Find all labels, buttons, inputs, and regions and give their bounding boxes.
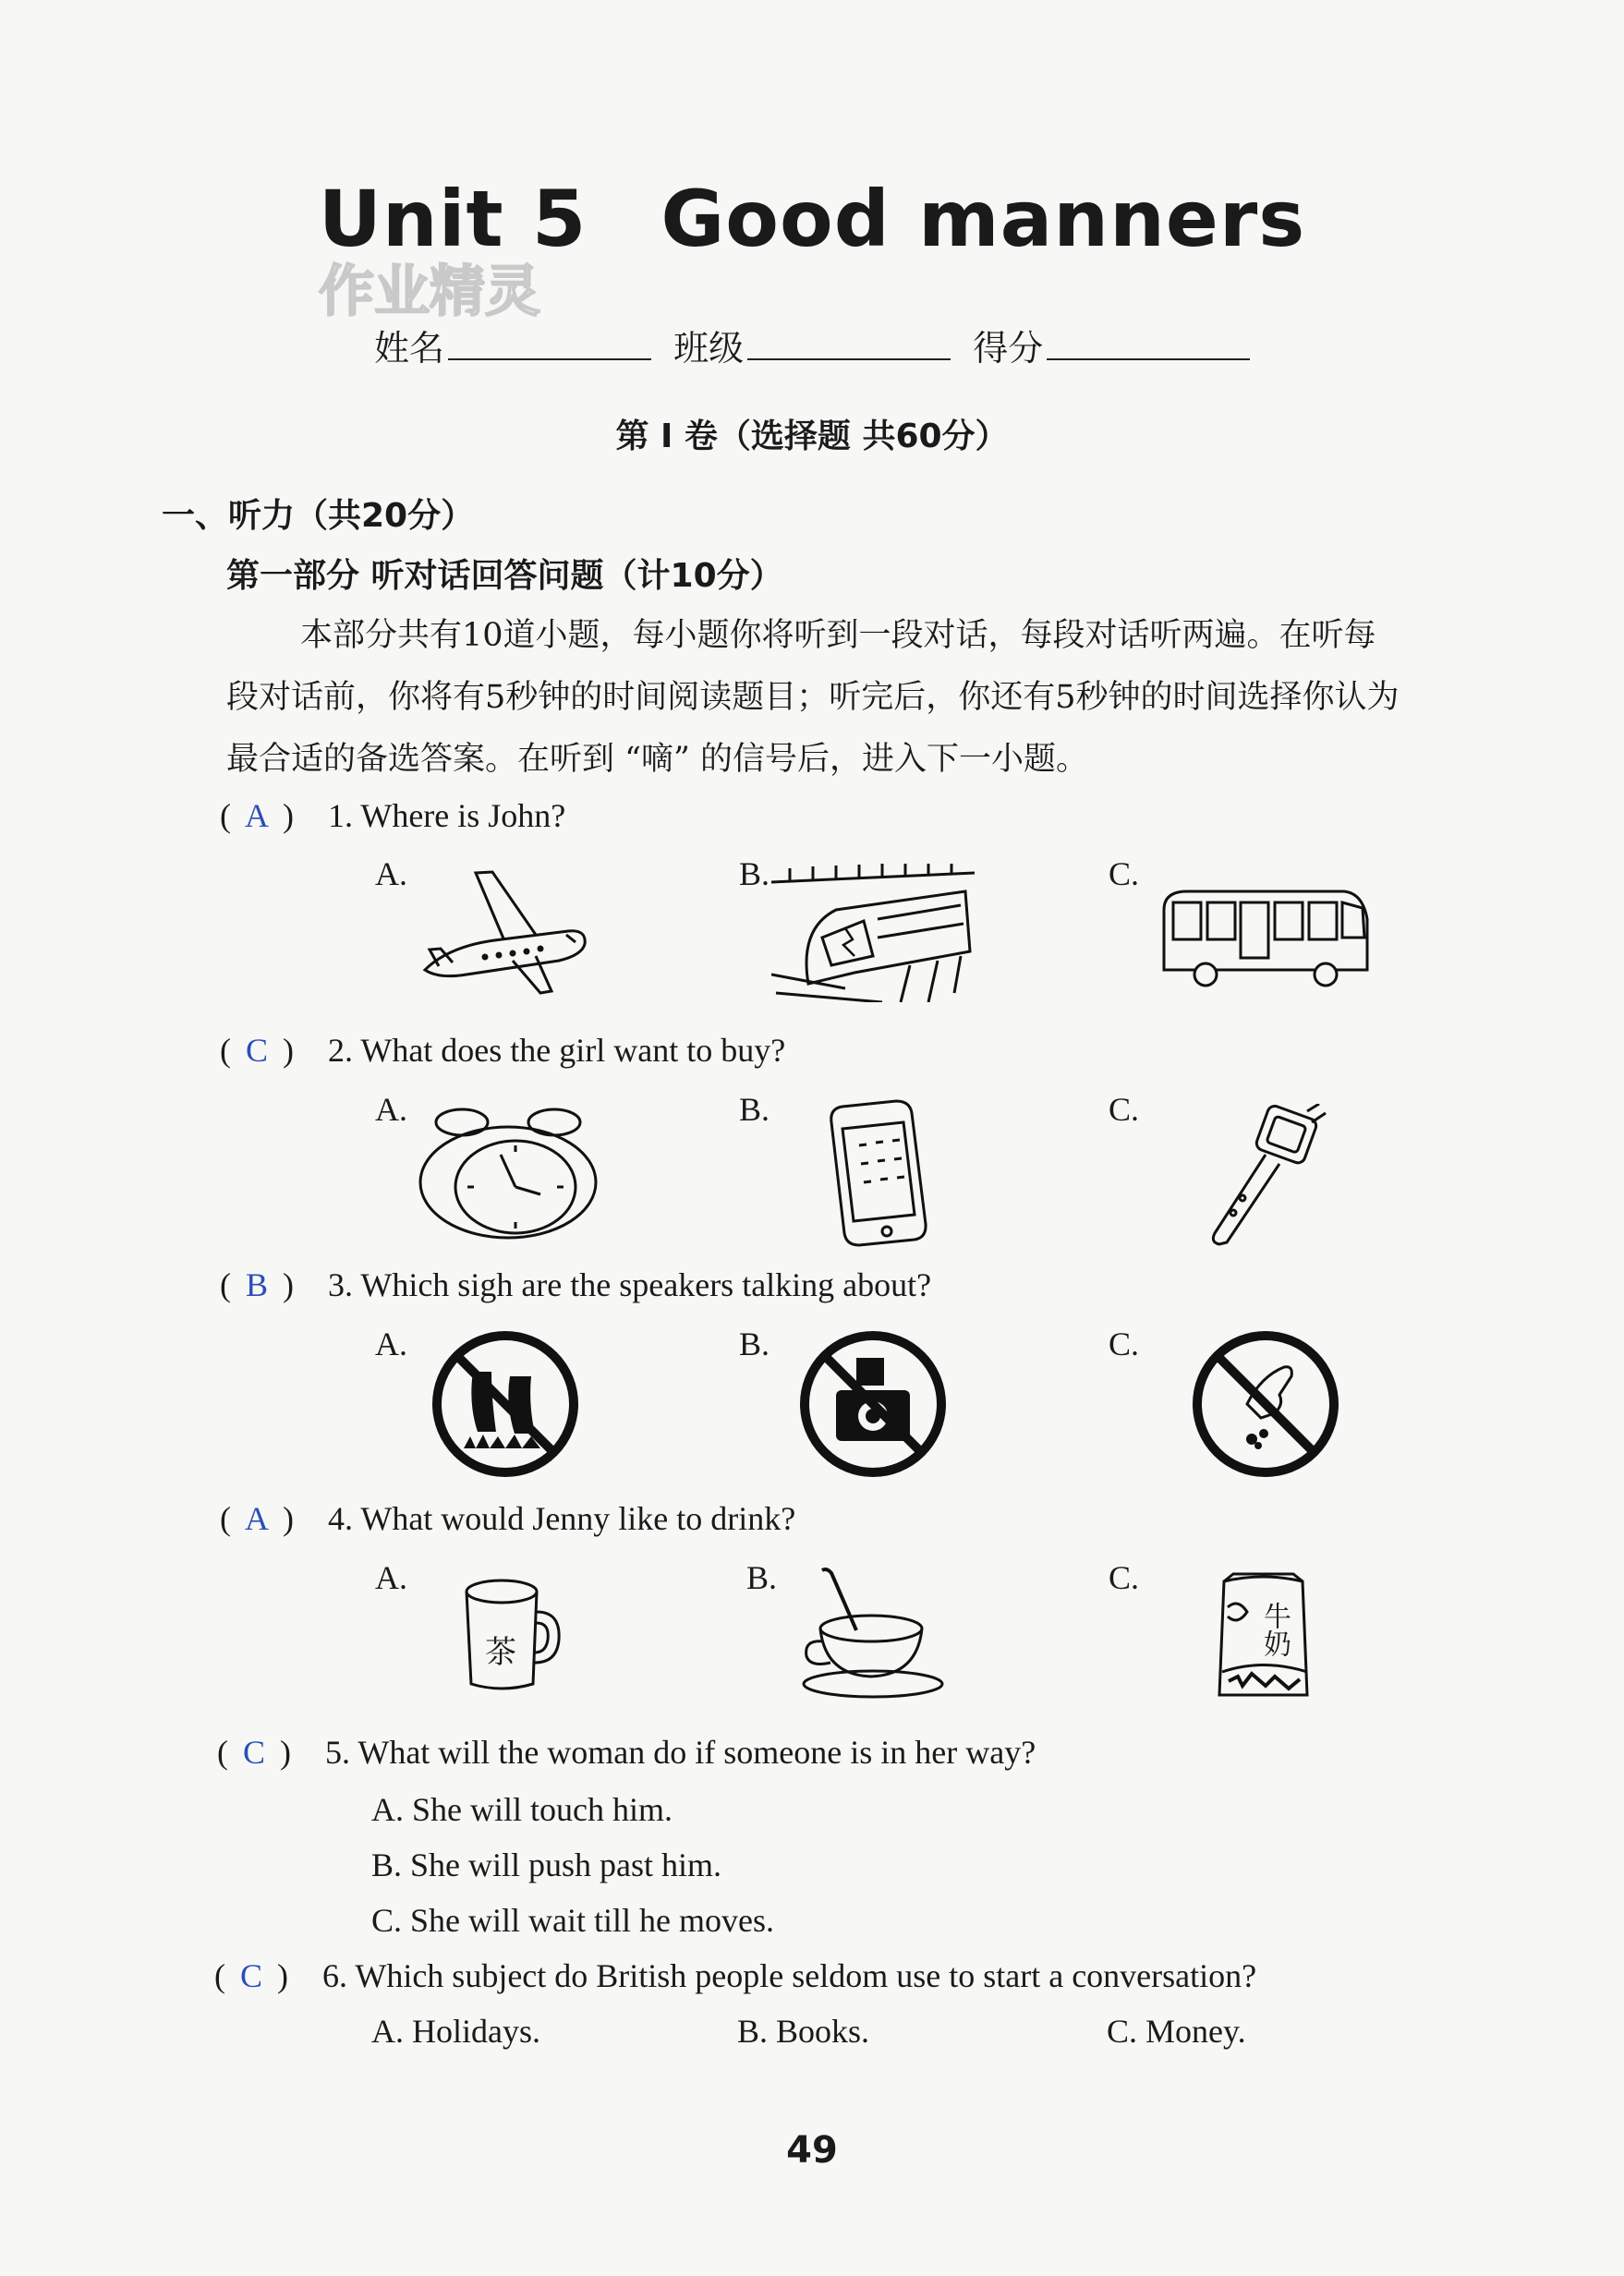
instructions: [226, 605, 1483, 791]
airplane-icon[interactable]: [411, 859, 596, 998]
question-4: ( A ) 4. What would Jenny like to drink?: [220, 1500, 796, 1537]
q4-option-b-label: B.: [746, 1559, 778, 1596]
wristwatch-icon[interactable]: [1192, 1104, 1330, 1252]
q6-option-a: A. Holidays.: [371, 2013, 540, 2050]
q5-option-b: B. She will push past him.: [371, 1846, 722, 1883]
watermark: 作业精灵: [319, 260, 540, 324]
section-heading-listening: 一、听力（共20分）: [162, 497, 475, 535]
no-walking-on-grass-sign-icon[interactable]: [431, 1330, 579, 1478]
no-photography-sign-icon[interactable]: [799, 1330, 947, 1478]
unit-title: [0, 174, 1624, 264]
q5-option-a: A. She will touch him.: [371, 1791, 673, 1828]
bus-icon[interactable]: [1159, 882, 1372, 993]
q1-option-c-label: C.: [1109, 855, 1140, 892]
q5-option-c: C. She will wait till he moves.: [371, 1902, 774, 1939]
score-blank[interactable]: [1047, 331, 1250, 360]
instructions-line-1: 本部分共有10道小题，每小题你将听到一段对话，每段对话听两遍。在听每: [300, 617, 1376, 654]
answer-3[interactable]: B: [245, 1266, 268, 1303]
name-blank[interactable]: [448, 331, 651, 360]
q2-option-b-label: B.: [739, 1091, 770, 1128]
answer-5[interactable]: C: [242, 1734, 265, 1771]
tea-cup-label: 茶: [485, 1634, 516, 1671]
question-2: ( C ) 2. What does the girl want to buy?: [220, 1032, 786, 1069]
question-5-text: 5. What will the woman do if someone is in her way?: [325, 1734, 1036, 1771]
class-label: 班级: [673, 328, 745, 369]
q1-option-b-label: B.: [739, 855, 770, 892]
class-blank[interactable]: [747, 331, 951, 360]
alarm-clock-icon[interactable]: [416, 1104, 600, 1242]
q3-option-c-label: C.: [1109, 1326, 1140, 1362]
q2-option-c-label: C.: [1109, 1091, 1140, 1128]
milk-bag-icon[interactable]: [1215, 1570, 1312, 1704]
question-2-text: 2. What does the girl want to buy?: [328, 1032, 786, 1069]
question-4-text: 4. What would Jenny like to drink?: [328, 1500, 796, 1537]
q4-option-c-label: C.: [1109, 1559, 1140, 1596]
answer-6[interactable]: C: [239, 1957, 262, 1994]
unit-number: Unit 5: [318, 174, 588, 264]
q3-option-a-label: A.: [375, 1326, 407, 1362]
question-6-text: 6. Which subject do British people seldom use to start a conversation?: [322, 1957, 1257, 1994]
question-1: ( A ) 1. Where is John?: [220, 797, 566, 834]
part-heading: 第一部分 听对话回答问题（计10分）: [226, 557, 783, 595]
q4-option-a-label: A.: [375, 1559, 407, 1596]
question-3: ( B ) 3. Which sigh are the speakers talking about?: [220, 1266, 932, 1303]
question-5: ( C ) 5. What will the woman do if someone is in her way?: [217, 1734, 1036, 1771]
student-info-fields: [374, 320, 1261, 370]
instructions-line-3: 最合适的备选答案。在听到 “嘀” 的信号后，进入下一小题。: [226, 741, 1089, 778]
coffee-cup-icon[interactable]: [799, 1566, 956, 1700]
volume-heading: 第 I 卷（选择题 共60分）: [615, 418, 1009, 455]
question-6: ( C ) 6. Which subject do British people seldom use to start a conversation?: [214, 1957, 1257, 1994]
question-1-text: 1. Where is John?: [328, 797, 566, 834]
train-icon[interactable]: [771, 864, 984, 1002]
answer-2[interactable]: C: [245, 1032, 268, 1069]
tea-cup-icon[interactable]: [457, 1575, 568, 1695]
q1-option-a-label: A.: [375, 855, 407, 892]
score-label: 得分: [973, 328, 1044, 369]
question-3-text: 3. Which sigh are the speakers talking about?: [328, 1266, 932, 1303]
name-label: 姓名: [374, 328, 445, 369]
q2-option-a-label: A.: [375, 1091, 407, 1128]
q6-option-b: B. Books.: [737, 2013, 870, 2050]
answer-4[interactable]: A: [245, 1500, 269, 1537]
answer-1[interactable]: A: [245, 797, 269, 834]
page-number: 49: [786, 2129, 838, 2172]
instructions-line-2: 段对话前，你将有5秒钟的时间阅读题目；听完后，你还有5秒钟的时间选择你认为: [226, 679, 1400, 716]
no-feeding-sign-icon[interactable]: [1192, 1330, 1339, 1478]
unit-topic: Good manners: [661, 174, 1306, 264]
q3-option-b-label: B.: [739, 1326, 770, 1362]
milk-bag-label: 牛奶: [1258, 1602, 1291, 1657]
mobile-phone-icon[interactable]: [822, 1099, 933, 1247]
q6-option-c: C. Money.: [1107, 2013, 1246, 2050]
